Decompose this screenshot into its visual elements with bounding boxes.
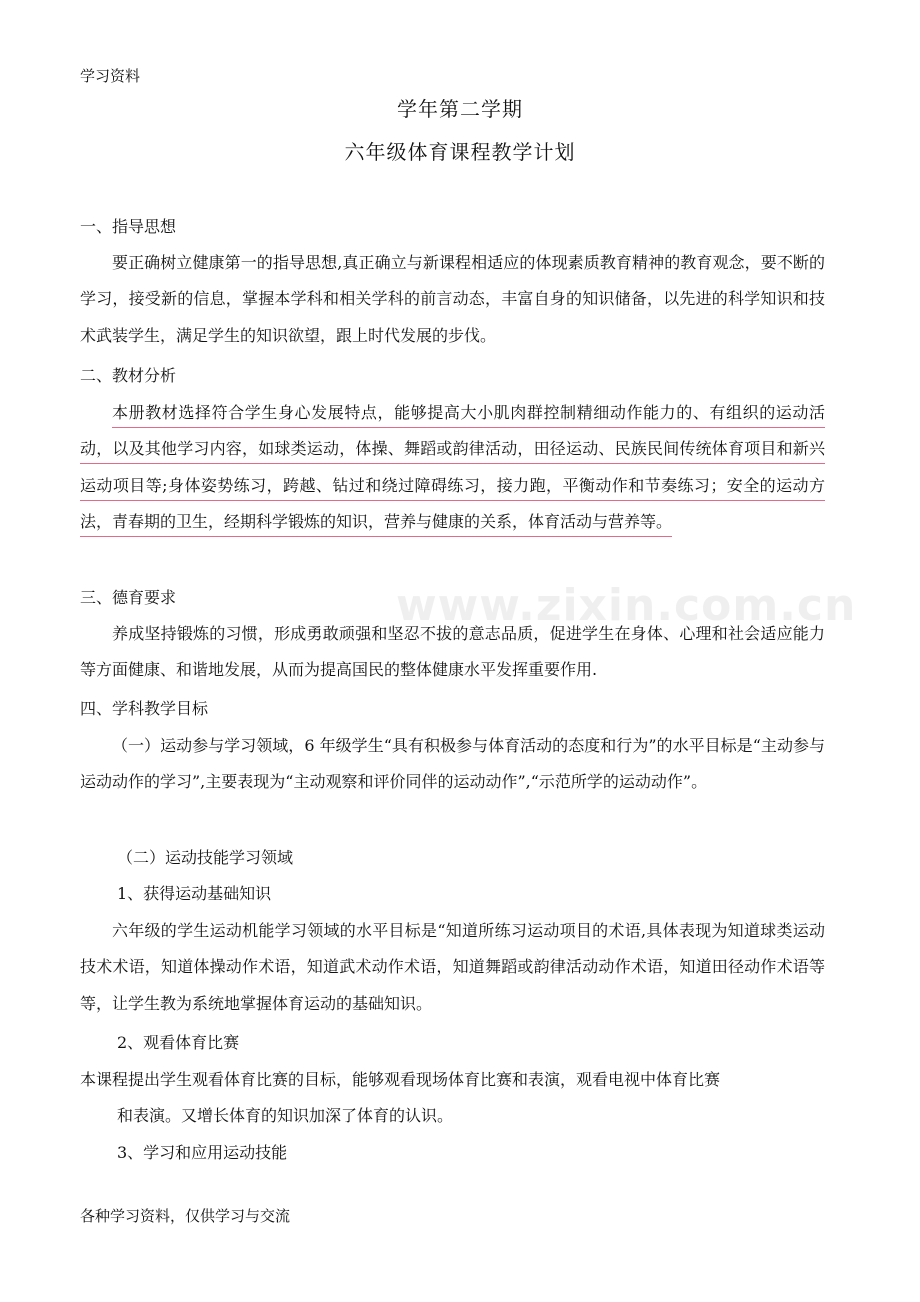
item-paragraph-basic-knowledge: 六年级的学生运动机能学习领域的水平目标是“知道所练习运动项目的术语,具体表现为知道球类运动技术术语，知道体操动作术语，知道武术动作术语，知道舞蹈或韵律活动动作术语，知道田径动作术语等等，让学生教为系统地掌握体育运动的基础知识。 bbox=[80, 921, 825, 1013]
section-paragraph-guiding-thought: 要正确树立健康第一的指导思想,真正确立与新课程相适应的体现素质教育精神的教育观念，要不断的学习，接受新的信息，掌握本学科和相关学科的前言动态，丰富自身的知识储备，以先进的科学知识和技术武装学生，满足学生的知识欲望，跟上时代发展的步伐。 bbox=[80, 253, 825, 345]
subsection-heading-motor-skills: （二）运动技能学习领域 bbox=[117, 848, 294, 867]
item-heading-basic-knowledge: 1、获得运动基础知识 bbox=[117, 884, 272, 903]
watermark-text: www.zixin.com.cn bbox=[396, 580, 857, 631]
item-heading-watch-games: 2、观看体育比赛 bbox=[117, 1033, 240, 1052]
header-note: 学习资料 bbox=[80, 67, 141, 85]
item-line-watch-games-1: 本课程提出学生观看体育比赛的目标，能够观看现场体育比赛和表演，观看电视中体育比赛 bbox=[80, 1070, 721, 1089]
section-heading-guiding-thought: 一、指导思想 bbox=[80, 217, 177, 236]
section-heading-teaching-goals: 四、学科教学目标 bbox=[80, 699, 209, 718]
title-line-2: 六年级体育课程教学计划 bbox=[344, 140, 576, 164]
subsection-paragraph-participation: （一）运动参与学习领域，6 年级学生“具有积极参与体育活动的态度和行为”的水平目标是“主动参与运动动作的学习”,主要表现为“主动观察和评价同伴的运动动作”,“示范所学的运动动作”。 bbox=[80, 736, 825, 792]
footer-note: 各种学习资料，仅供学习与交流 bbox=[80, 1207, 291, 1225]
tracked-change-text: 本册教材选择符合学生身心发展特点，能够提高大小肌肉群控制精细动作能力的、有组织的运动活动，以及其他学习内容，如球类运动，体操、舞蹈或韵律活动，田径运动、民族民间传统体育项目和新兴运动项目等;身体姿势练习，跨越、钻过和绕过障碍练习，接力跑，平衡动作和节奏练习；安全的运动方法，青春期的卫生，经期科学锻炼的知识，营养与健康的关系，体育活动与营养等。 bbox=[80, 403, 825, 531]
section-heading-textbook-analysis: 二、教材分析 bbox=[80, 366, 177, 385]
section-paragraph-moral-education: 养成坚持锻炼的习惯，形成勇敢顽强和坚忍不拔的意志品质，促进学生在身体、心理和社会适应能力等方面健康、和谐地发展，从而为提高国民的整体健康水平发挥重要作用. bbox=[80, 624, 825, 680]
item-heading-apply-skills: 3、学习和应用运动技能 bbox=[117, 1143, 288, 1162]
section-paragraph-textbook-analysis bbox=[80, 395, 825, 540]
title-line-1: 学年第二学期 bbox=[397, 97, 523, 121]
item-line-watch-games-2: 和表演。又增长体育的知识加深了体育的认识。 bbox=[117, 1106, 454, 1125]
section-heading-moral-education: 三、德育要求 bbox=[80, 588, 177, 607]
